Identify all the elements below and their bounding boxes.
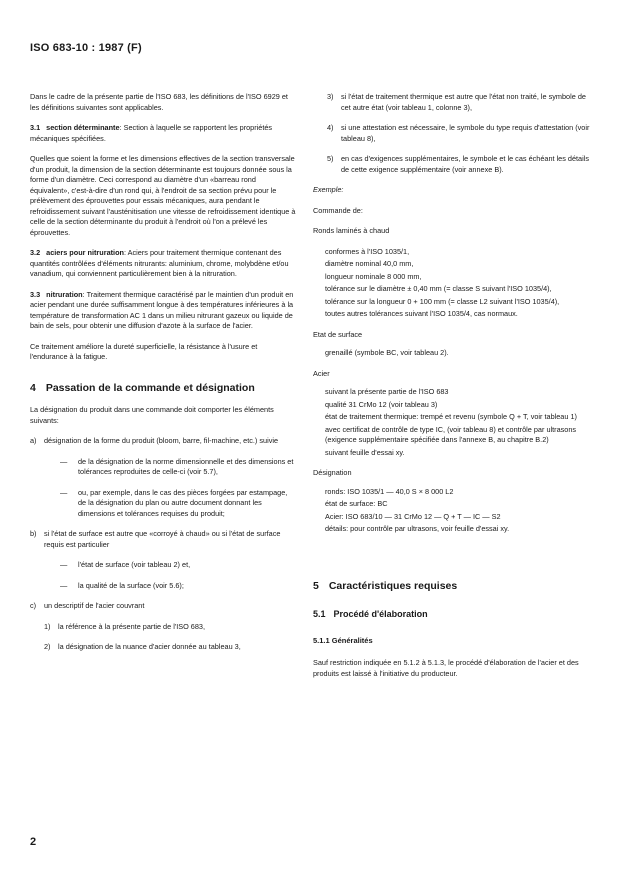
- section-number: 5: [313, 579, 319, 592]
- list-text: désignation de la forme du produit (bloom, barre, fil-machine, etc.) suivie: [44, 436, 279, 445]
- clause-number: 3.1: [30, 123, 41, 132]
- list-subitem-c2: [30, 642, 296, 653]
- dash-label: —: [60, 487, 68, 497]
- list-subitem-b2: [30, 581, 296, 592]
- definition-3-1: [30, 123, 296, 144]
- page-number: 2: [30, 836, 37, 848]
- detail-line: longueur nominale 8 000 mm,: [325, 271, 422, 281]
- defined-term: aciers pour nitruration: [46, 248, 125, 257]
- list-item-c: [30, 601, 296, 612]
- detail-line: suivant feuille d'essai xy.: [325, 447, 405, 457]
- detail-line: conformes à l'ISO 1035/1,: [325, 246, 410, 256]
- section-title: Caractéristiques requises: [328, 579, 458, 592]
- detail-line: toutes autres tolérances suivant l'ISO 1035/4, cas normaux.: [325, 309, 518, 318]
- number-label: 5): [327, 154, 334, 163]
- product-label: Ronds laminés à chaud: [313, 226, 390, 235]
- list-text: si une attestation est nécessaire, le symbole du type requis d'attestation (voir tableau 8),: [341, 123, 590, 143]
- section-4-intro: La désignation du produit dans une commande doit comporter les éléments suivants:: [30, 405, 274, 425]
- list-text: l'état de surface (voir tableau 2) et,: [78, 560, 191, 569]
- defined-term: section déterminante: [46, 123, 120, 132]
- list-text: si l'état de traitement thermique est autre que l'état non traité, le symbole de cet autre état (voir tableau 1, colonne 3),: [341, 92, 586, 112]
- defined-term: nitruration: [46, 289, 83, 299]
- detail-line: tolérance sur le diamètre ± 0,40 mm (= classe S suivant l'ISO 1035/4),: [325, 284, 552, 293]
- list-text: en cas d'exigences supplémentaires, le symbole et le cas échéant les détails de cette exigence supplémentaire (voir annexe B).: [341, 154, 590, 174]
- section-title: Procédé d'élaboration: [333, 609, 428, 619]
- example-label: Exemple:: [313, 185, 344, 194]
- list-item-a: [30, 436, 296, 447]
- designation-details: [313, 487, 593, 535]
- section-title: Passation de la commande et désignation: [45, 381, 255, 394]
- detail-line: état de traitement thermique: trempé et revenu (symbole Q + T, voir tableau 1): [325, 412, 577, 421]
- list-subitem-a1: [30, 457, 296, 478]
- clause-number: 3.3: [30, 289, 41, 299]
- document-header: ISO 683-10 : 1987 (F): [30, 42, 142, 54]
- detail-line: tolérance sur la longueur 0 + 100 mm (= classe L2 suivant l'ISO 1035/4),: [325, 296, 560, 306]
- list-text: la désignation de la nuance d'acier donnée au tableau 3,: [58, 642, 241, 651]
- number-label: 4): [327, 123, 334, 132]
- surface-details: [313, 348, 593, 359]
- definition-text: : Traitement thermique caractérisé par le maintien d'un produit en acier pendant une durée suffisamment longue à des températures inférieures à la température de transformation AC 1 dans un milieu nitrurant gazeux ou liquide de bain de sels, pour obtenir une diffusion d'azote à la surface de l'acier.: [30, 289, 294, 330]
- intro-paragraph: Dans le cadre de la présente partie de l'ISO 683, les définitions de l'ISO 6929 et les définitions suivantes sont applicables.: [30, 92, 288, 112]
- list-text: la qualité de la surface (voir 5.6);: [78, 580, 184, 590]
- product-details: [313, 247, 593, 320]
- number-label: 1): [44, 621, 51, 631]
- list-text: de la désignation de la norme dimensionnelle et des dimensions et tolérances reproduites de celle-ci (voir 5.7),: [78, 456, 294, 476]
- order-label: Commande de:: [313, 205, 363, 215]
- dash-label: —: [60, 560, 68, 569]
- list-subitem-c5: [313, 154, 593, 175]
- right-column: [313, 92, 593, 689]
- list-subitem-c3: [313, 92, 593, 113]
- list-subitem-c1: [30, 622, 296, 633]
- list-label: c): [30, 601, 37, 610]
- definition-text: : Aciers pour traitement thermique contenant des quantités contrôlées d'éléments nitrurants: aluminium, chrome, molybdène et/ou vanadium, qui conviennent particulièrement bien à la nitruration.: [30, 248, 289, 278]
- list-subitem-a2: [30, 488, 296, 520]
- detail-line: diamètre nominal 40,0 mm,: [325, 259, 414, 268]
- list-text: la référence à la présente partie de l'ISO 683,: [58, 621, 206, 631]
- definition-3-3-body: Ce traitement améliore la dureté superficielle, la résistance à l'usure et l'endurance à la fatigue.: [30, 341, 258, 361]
- definition-3-1-body: Quelles que soient la forme et les dimensions effectives de la section transversale d'un produit, la dimension de la section déterminante est toujours donnée sous la forme d'un diamètre. Ceci correspond au diamètre d'un «barreau rond équivalent», c'est-à-dire d'un rond qui, à l'endroit de sa section prévu pour le prélèvement des éprouvettes pour essais mécaniques, aura pendant le refroidissement suivant l'austénitisation une vitesse de refroidissement identique à celle de la section déterminante du produit à l'endroit où l'on a prélevé les éprouvettes.: [30, 154, 296, 237]
- section-4-heading: [30, 383, 296, 394]
- list-label: b): [30, 529, 37, 538]
- left-column: [30, 92, 296, 663]
- steel-details: [313, 387, 593, 458]
- list-item-b: [30, 529, 296, 550]
- list-label: a): [30, 436, 37, 445]
- section-number: 5.1: [313, 609, 326, 619]
- number-label: 2): [44, 642, 51, 651]
- section-number: 5.1.1: [313, 635, 330, 645]
- detail-line: suivant la présente partie de l'ISO 683: [325, 387, 449, 396]
- detail-line: qualité 31 CrMo 12 (voir tableau 3): [325, 399, 438, 409]
- detail-line: avec certificat de contrôle de type IC, (voir tableau 8) et contrôle par ultrasons (exigence supplémentaire spécifiée dans l'annexe B, au chapitre B.2): [325, 424, 577, 444]
- list-text: ou, par exemple, dans le cas des pièces forgées par estampage, de la désignation du plan ou autre document donnant les dimensions et tolérances requises du produit;: [78, 487, 288, 518]
- dash-label: —: [60, 580, 68, 590]
- list-subitem-b1: [30, 560, 296, 571]
- number-label: 3): [327, 92, 334, 101]
- clause-number: 3.2: [30, 248, 41, 257]
- section-5-1-heading: [313, 609, 593, 620]
- section-5-1-1-body: Sauf restriction indiquée en 5.1.2 à 5.1.3, le procédé d'élaboration de l'acier et des produits est laissé à l'initiative du producteur.: [313, 658, 579, 678]
- list-subitem-c4: [313, 123, 593, 144]
- surface-label: Etat de surface: [313, 329, 363, 339]
- detail-line: ronds: ISO 1035/1 — 40,0 S × 8 000 L2: [325, 486, 454, 496]
- definition-3-2: [30, 248, 296, 280]
- steel-label: Acier: [313, 368, 330, 378]
- definition-text: : Section à laquelle se rapportent les propriétés mécaniques spécifiées.: [30, 123, 273, 143]
- detail-line: détails: pour contrôle par ultrasons, voir feuille d'essai xy.: [325, 524, 510, 533]
- designation-label: Désignation: [313, 468, 352, 477]
- section-5-heading: [313, 581, 593, 592]
- section-title: Généralités: [331, 635, 373, 645]
- detail-line: état de surface: BC: [325, 499, 388, 508]
- detail-line: grenaillé (symbole BC, voir tableau 2).: [325, 348, 449, 357]
- definition-3-3: [30, 290, 296, 332]
- dash-label: —: [60, 456, 68, 466]
- section-5-1-1-heading: [313, 636, 593, 647]
- detail-line: Acier: ISO 683/10 — 31 CrMo 12 — Q + T — IC — S2: [325, 511, 501, 521]
- list-text: un descriptif de l'acier couvrant: [44, 601, 145, 610]
- section-number: 4: [30, 381, 36, 394]
- list-text: si l'état de surface est autre que «corroyé à chaud» ou si l'état de surface requis est particulier: [44, 529, 281, 549]
